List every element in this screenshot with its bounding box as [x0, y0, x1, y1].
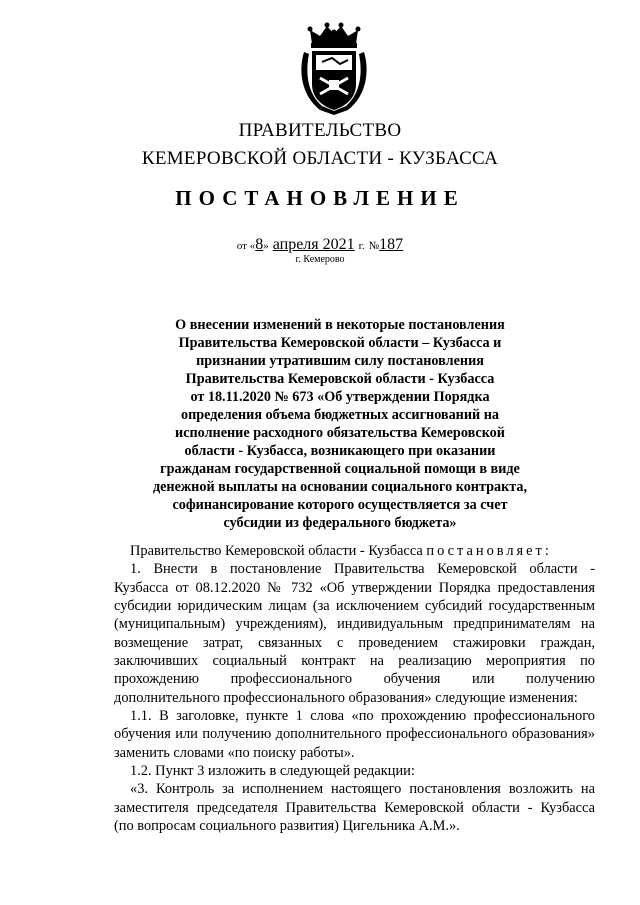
- title-line: гражданам государственной социальной помощи в виде: [160, 461, 520, 477]
- number-sign: №: [368, 240, 380, 252]
- quote-line: (по вопросам социального развития) Цигельника А.М.».: [114, 818, 460, 835]
- preamble-subject: Правительство Кемеровской области - Кузбасса: [130, 543, 423, 559]
- title-line: от 18.11.2020 № 673 «Об утверждении Порядка: [190, 389, 490, 405]
- title-line: О внесении изменений в некоторые постановления: [175, 317, 505, 333]
- preamble: [114, 542, 595, 560]
- title-line: исполнение расходного обязательства Кемеровской: [175, 425, 505, 441]
- date-quote-close: »: [263, 240, 269, 252]
- date-month-year: апреля 2021: [272, 236, 355, 253]
- item-1-1-line: заменить словами «по поиску работы».: [114, 744, 355, 761]
- item-1-line: прохождению профессионального обучения или получению: [114, 671, 595, 688]
- quote-line: «3. Контроль за исполнением настоящего постановления возложить на: [130, 781, 595, 798]
- item-1-line: дополнительного профессионального образования» следующие изменения:: [114, 689, 578, 706]
- item-1-line: 1. Внести в постановление Правительства Кемеровской области -: [130, 561, 595, 578]
- government-name-line2: КЕМЕРОВСКОЙ ОБЛАСТИ - КУЗБАССА: [141, 148, 499, 169]
- date-year-suffix: г.: [358, 240, 365, 252]
- document-title: [140, 316, 540, 532]
- quote-line: заместителя председателя Правительства Кемеровской области - Кузбасса: [114, 799, 595, 816]
- item-1-line: заключивших социальный контракт на реализацию мероприятия по: [114, 653, 595, 670]
- item-1-line: (муниципальным) учреждениям), индивидуальным предпринимателям на: [114, 616, 595, 633]
- item-1-1-line: обучения или получению дополнительного профессионального образования»: [114, 726, 595, 743]
- document-number: 187: [379, 236, 404, 253]
- item-1-line: возмещение затрат, связанных с проведением стажировки граждан,: [114, 634, 595, 651]
- government-name-line1: ПРАВИТЕЛЬСТВО: [238, 120, 402, 141]
- item-1-line: Кузбасса от 08.12.2020 № 732 «Об утверждении Порядка предоставления: [114, 579, 595, 596]
- document-city: г. Кемерово: [295, 254, 345, 265]
- document-type-heading: ПОСТАНОВЛЕНИЕ: [175, 186, 465, 210]
- title-line: денежной выплаты на основании социального контракта,: [152, 479, 528, 495]
- date-prefix: от «: [236, 240, 256, 252]
- title-line: субсидии из федерального бюджета»: [223, 515, 457, 531]
- date-day: 8: [255, 236, 264, 253]
- item-1-1-line: 1.1. В заголовке, пункте 1 слова «по прохождению профессионального: [130, 708, 595, 725]
- title-line: области - Кузбасса, возникающего при оказании: [184, 443, 496, 459]
- coat-of-arms-emblem: [296, 22, 372, 118]
- item-1-line: субсидии юридическим лицам (за исключением субсидий государственным: [114, 598, 595, 615]
- title-line: признании утратившим силу постановления: [196, 353, 484, 369]
- title-line: софинансирование которого осуществляется за счет: [172, 497, 508, 513]
- preamble-verb: постановляет:: [426, 543, 552, 559]
- title-line: Правительства Кемеровской области – Кузбасса и: [178, 335, 502, 351]
- item-1-2: 1.2. Пункт 3 изложить в следующей редакции:: [130, 763, 415, 780]
- title-line: определения объема бюджетных ассигнований на: [180, 407, 500, 423]
- title-line: Правительства Кемеровской области - Кузбасса: [185, 371, 495, 387]
- document-date-number: [0, 236, 640, 254]
- document-body: [114, 542, 595, 836]
